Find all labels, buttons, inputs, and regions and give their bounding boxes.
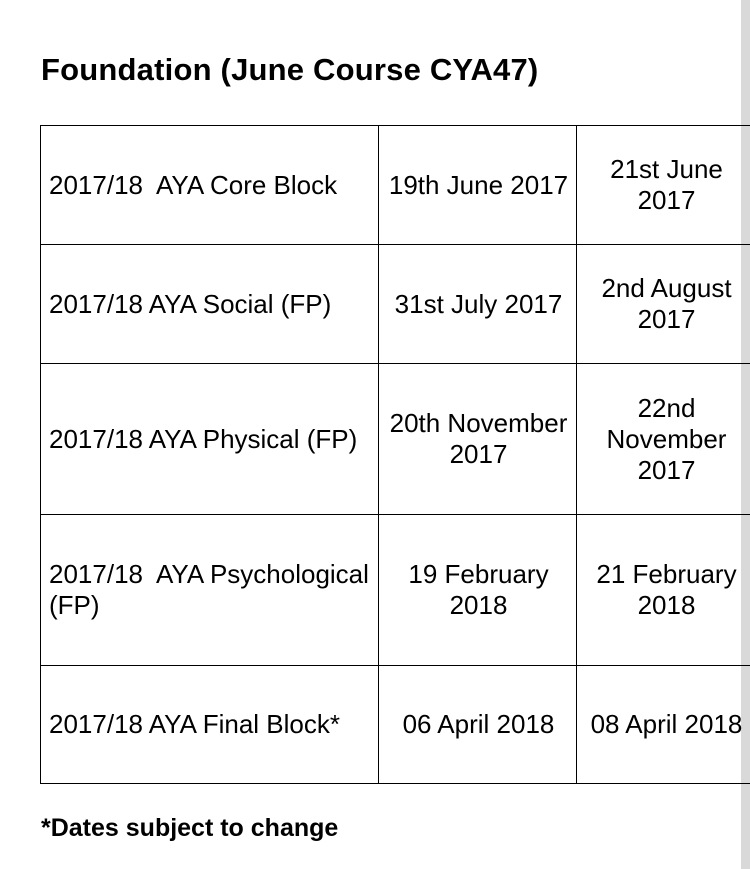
table-row bbox=[41, 364, 750, 515]
block-name-cell bbox=[41, 126, 379, 245]
start-date-cell bbox=[379, 364, 577, 515]
table-row bbox=[41, 666, 750, 784]
start-date-cell bbox=[379, 126, 577, 245]
end-date-cell bbox=[577, 364, 750, 515]
end-date: 21st June 2017 bbox=[610, 154, 723, 215]
end-date: 08 April 2018 bbox=[590, 709, 743, 739]
start-date: 19th June 2017 bbox=[388, 169, 569, 200]
block-name-cell bbox=[41, 364, 379, 515]
end-date-cell bbox=[577, 666, 750, 784]
block-name-cell bbox=[41, 666, 379, 784]
page-title: Foundation (June Course CYA47) bbox=[41, 52, 539, 87]
table-row bbox=[41, 515, 750, 666]
start-date: 19 February 2018 bbox=[408, 559, 549, 620]
end-date: 22nd November 2017 bbox=[606, 392, 727, 485]
start-date: 20th November 2017 bbox=[389, 408, 568, 469]
table-row bbox=[41, 126, 750, 245]
end-date-cell bbox=[577, 245, 750, 364]
block-name: 2017/18 AYA Psychological (FP) bbox=[49, 559, 377, 620]
block-name-cell bbox=[41, 245, 379, 364]
end-date-cell bbox=[577, 515, 750, 666]
block-name: 2017/18 AYA Social (FP) bbox=[49, 288, 332, 319]
end-date-cell bbox=[577, 126, 750, 245]
block-name: 2017/18 AYA Core Block bbox=[49, 169, 338, 200]
end-date: 21 February 2018 bbox=[596, 559, 737, 620]
start-date-cell bbox=[379, 666, 577, 784]
start-date-cell bbox=[379, 515, 577, 666]
course-schedule-table bbox=[40, 125, 750, 784]
block-name-cell bbox=[41, 515, 379, 666]
start-date: 06 April 2018 bbox=[402, 709, 555, 739]
block-name: 2017/18 AYA Physical (FP) bbox=[49, 423, 358, 454]
end-date: 2nd August 2017 bbox=[601, 273, 732, 334]
table-row bbox=[41, 245, 750, 364]
block-name: 2017/18 AYA Final Block* bbox=[49, 709, 341, 739]
start-date: 31st July 2017 bbox=[394, 288, 563, 319]
footnote: *Dates subject to change bbox=[41, 814, 339, 842]
start-date-cell bbox=[379, 245, 577, 364]
